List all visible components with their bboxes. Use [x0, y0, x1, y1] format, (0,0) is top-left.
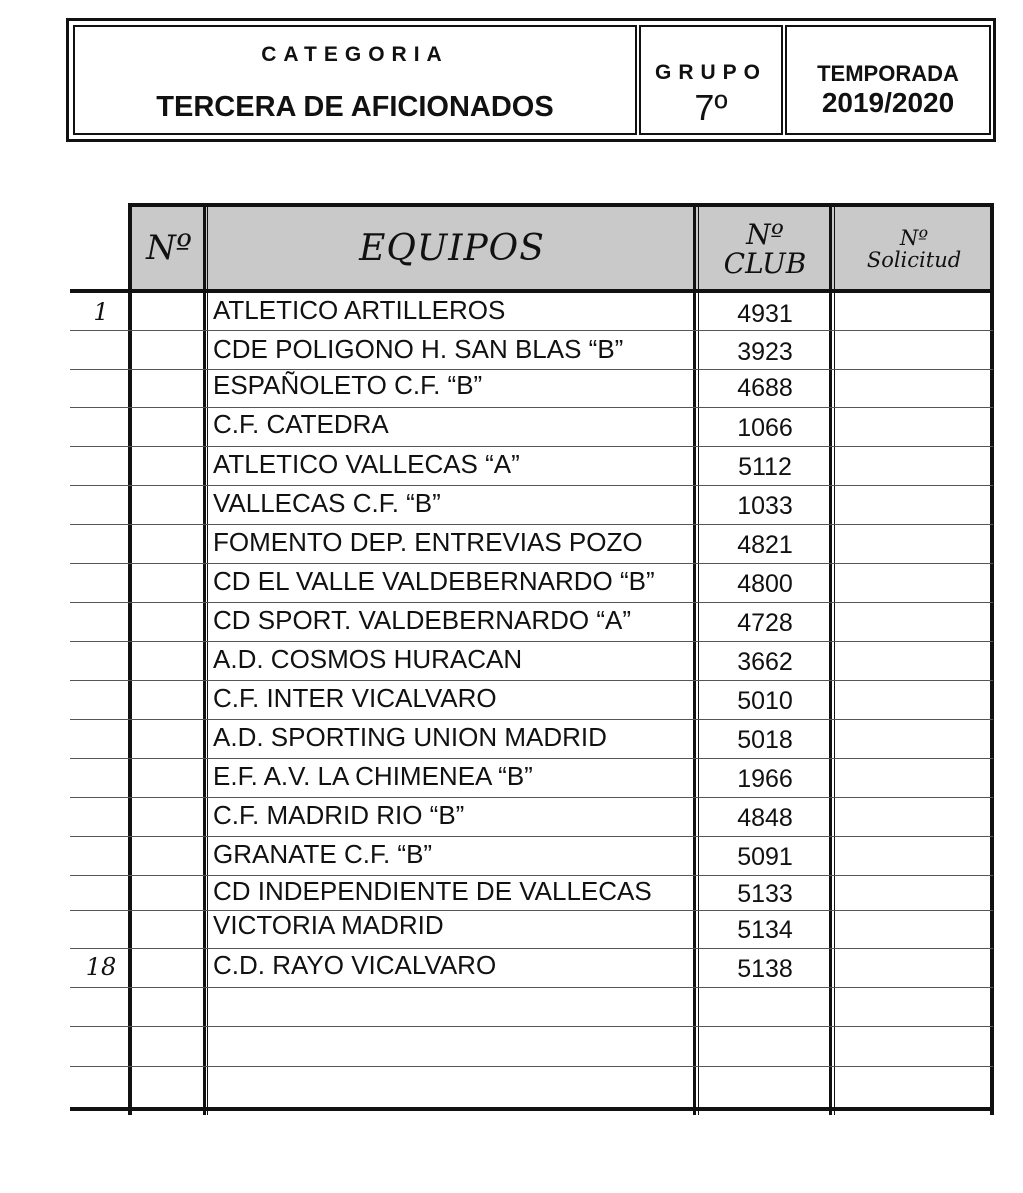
club-number: 3923	[737, 338, 793, 366]
team-name: CD INDEPENDIENTE DE VALLECAS	[213, 876, 652, 906]
team-name: C.D. RAYO VICALVARO	[213, 950, 497, 980]
row-separator	[70, 1066, 993, 1067]
team-name: CDE POLIGONO H. SAN BLAS “B”	[213, 334, 624, 364]
club-number: 5133	[737, 880, 793, 908]
column-header-equipos	[208, 207, 696, 291]
club-number: 5112	[738, 453, 792, 481]
club-number: 5018	[737, 726, 793, 754]
club-number: 4688	[737, 374, 793, 402]
row-separator	[70, 446, 993, 447]
club-number: 3662	[737, 648, 793, 676]
table-border-right	[990, 203, 994, 1115]
grupo-value: 7º	[694, 87, 728, 128]
row-separator	[70, 680, 993, 681]
team-name: GRANATE C.F. “B”	[213, 839, 433, 869]
column-divider	[203, 207, 206, 1115]
club-number: 5134	[737, 916, 793, 944]
temporada-value: 2019/2020	[821, 87, 955, 118]
team-name: A.D. SPORTING UNION MADRID	[213, 722, 607, 752]
row-separator	[70, 987, 993, 988]
club-number: 4728	[737, 609, 793, 637]
team-name: C.F. MADRID RIO “B”	[213, 800, 465, 830]
grupo-label: GRUPO	[654, 61, 767, 84]
club-number: 5091	[737, 843, 793, 871]
team-name: C.F. INTER VICALVARO	[213, 683, 497, 713]
row-separator	[70, 330, 993, 331]
row-index: 1	[93, 298, 109, 326]
row-separator	[70, 1026, 993, 1027]
team-name: VICTORIA MADRID	[213, 910, 444, 940]
club-number: 4821	[737, 531, 793, 559]
row-separator	[70, 719, 993, 720]
row-separator	[70, 563, 993, 564]
team-name: FOMENTO DEP. ENTREVIAS POZO	[213, 527, 643, 557]
column-header-solicitud	[834, 207, 994, 291]
categoria-value: TERCERA DE AFICIONADOS	[156, 91, 554, 123]
row-separator	[70, 524, 993, 525]
column-divider	[207, 207, 208, 1115]
team-name: VALLECAS C.F. “B”	[213, 488, 441, 518]
club-number: 1033	[737, 492, 793, 520]
header-box	[66, 18, 996, 142]
grupo-cell	[639, 25, 783, 135]
team-name: CD SPORT. VALDEBERNARDO “A”	[213, 605, 632, 635]
club-number: 4848	[737, 804, 793, 832]
row-separator	[70, 758, 993, 759]
column-divider	[693, 207, 696, 1115]
row-separator	[70, 485, 993, 486]
column-header-solicitud-line1: Nº	[899, 225, 929, 250]
temporada-label: TEMPORADA	[817, 61, 959, 86]
table-border-bottom	[70, 1107, 994, 1111]
team-name: E.F. A.V. LA CHIMENEA “B”	[213, 761, 533, 791]
row-separator	[70, 641, 993, 642]
column-header-club-line2: CLUB	[723, 247, 807, 280]
table-border-top	[128, 203, 994, 207]
team-name: C.F. CATEDRA	[213, 409, 389, 439]
row-separator	[70, 836, 993, 837]
row-separator	[70, 797, 993, 798]
categoria-cell	[73, 25, 637, 135]
club-number: 1066	[737, 414, 793, 442]
row-index: 18	[85, 953, 117, 981]
column-header-club-line1: Nº	[746, 217, 784, 251]
column-divider	[834, 207, 835, 1115]
column-header-equipos-label: EQUIPOS	[359, 228, 545, 270]
club-number: 4931	[737, 300, 793, 328]
team-name: ATLETICO ARTILLEROS	[213, 295, 506, 325]
club-number: 1966	[737, 765, 793, 793]
column-header-num	[132, 207, 206, 291]
categoria-label: CATEGORIA	[261, 43, 449, 66]
temporada-cell	[785, 25, 991, 135]
club-number: 5010	[737, 687, 793, 715]
column-header-num-label: Nº	[146, 228, 192, 269]
column-header-solicitud-line2: Solicitud	[866, 248, 962, 272]
club-number: 5138	[737, 955, 793, 983]
row-separator	[70, 948, 993, 949]
team-name: CD EL VALLE VALDEBERNARDO “B”	[213, 566, 655, 596]
row-separator	[70, 407, 993, 408]
team-name: ATLETICO VALLECAS “A”	[213, 449, 520, 479]
team-name: A.D. COSMOS HURACAN	[213, 644, 523, 674]
column-header-club	[698, 207, 832, 291]
team-name: ESPAÑOLETO C.F. “B”	[213, 370, 483, 400]
header-bottom-border	[70, 289, 994, 293]
club-number: 4800	[737, 570, 793, 598]
row-separator	[70, 602, 993, 603]
